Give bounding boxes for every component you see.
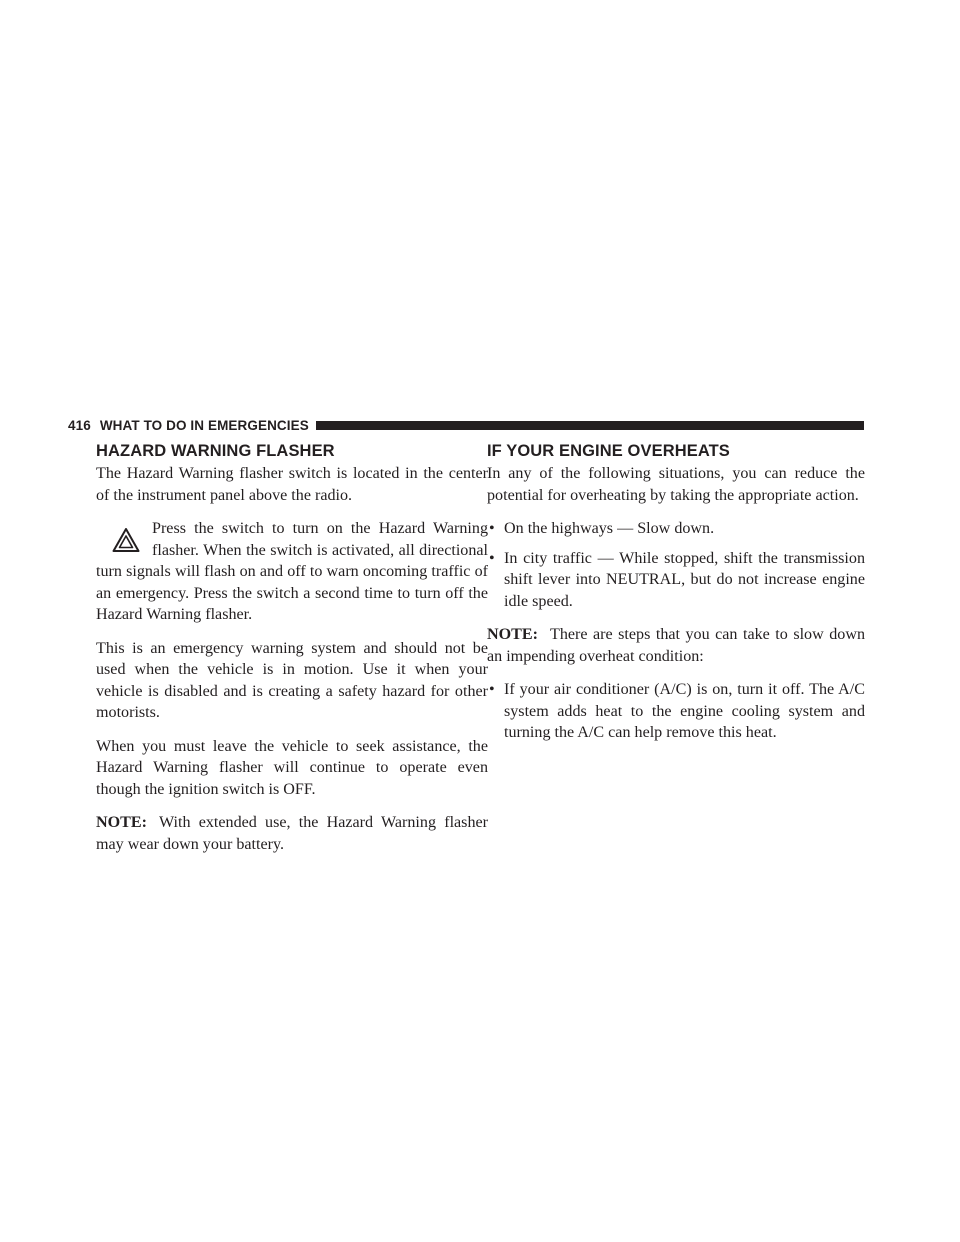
hazard-usage: This is an emergency warning system and should not be used when the vehicle is in motion. Use it when your vehicle is disabled and is creating a safety hazard for other motorists. [96,639,488,721]
hazard-warning-block [96,518,488,626]
overheat-heading: IF YOUR ENGINE OVERHEATS [487,442,730,460]
overheat-intro: In any of the following situations, you can reduce the potential for overheating by taking the appropriate action. [487,465,865,504]
bullet: • [489,681,495,698]
note-label: NOTE: [96,814,147,831]
list-item [487,679,865,744]
hazard-instructions: Press the switch to turn on the Hazard Warning flasher. When the switch is activated, all directional turn signals will flash on and off to warn oncoming traffic of an emergency. Press the switch a second time to turn off the Hazard Warning flasher. [96,520,488,623]
hazard-intro: The Hazard Warning flasher switch is located in the center of the instrument panel above the radio. [96,465,488,504]
list-item [487,518,865,540]
list-item [487,548,865,613]
header-rule [316,421,864,430]
list-item-text: On the highways — Slow down. [504,520,715,537]
overheat-steps-list [487,679,865,744]
hazard-heading: HAZARD WARNING FLASHER [96,442,335,460]
overheat-list [487,518,865,612]
section-title: WHAT TO DO IN EMERGENCIES [99,417,309,433]
note-text: With extended use, the Hazard Warning flasher may wear down your battery. [96,814,488,853]
bullet: • [489,549,495,567]
hazard-note [96,812,488,855]
right-column [487,441,865,756]
left-column [96,441,488,867]
page-number: 416 [68,417,91,433]
overheat-note [487,624,865,667]
note-text: There are steps that you can take to slow down an impending overheat condition: [487,626,865,665]
hazard-triangle-icon [112,527,140,553]
list-item-text: If your air conditioner (A/C) is on, turn it off. The A/C system adds heat to the engine cooling system and turning the A/C can help remove this heat. [504,681,865,741]
hazard-ignition: When you must leave the vehicle to seek assistance, the Hazard Warning flasher will continue to operate even though the ignition switch is OFF. [96,737,488,798]
page-header [68,416,864,434]
bullet: • [489,520,495,537]
list-item-text: In city traffic — While stopped, shift the transmission shift lever into NEUTRAL, but do not increase engine idle speed. [504,549,865,610]
note-label: NOTE: [487,626,538,643]
